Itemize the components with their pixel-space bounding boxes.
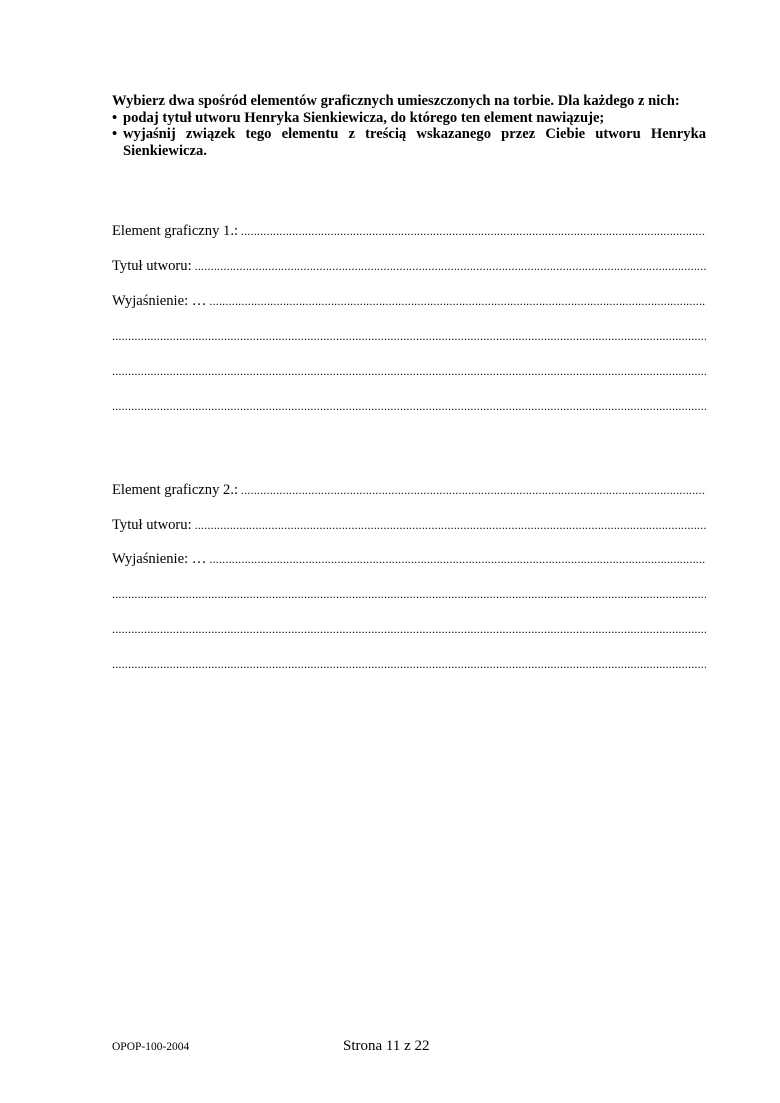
answer-dotted-line[interactable]	[241, 222, 706, 240]
explanation-2-line-2[interactable]	[112, 585, 706, 603]
task-bullet-text: podaj tytuł utworu Henryka Sienkiewicza, do którego ten element nawiązuje;	[123, 109, 605, 126]
exam-code: OPOP-100-2004	[112, 1041, 190, 1053]
answer-dotted-line[interactable]	[112, 397, 706, 415]
task-bullet-2	[112, 126, 706, 159]
element-1-label: Element graficzny 1.:	[112, 223, 239, 239]
answer-dotted-line[interactable]	[209, 292, 706, 310]
answer-dotted-line[interactable]	[241, 481, 706, 499]
answer-dotted-line[interactable]	[195, 257, 706, 275]
title-2-label: Tytuł utworu:	[112, 517, 192, 533]
explanation-1-line-4[interactable]	[112, 397, 706, 415]
element-2-label: Element graficzny 2.:	[112, 482, 239, 498]
title-2-field[interactable]	[112, 516, 706, 534]
answer-dotted-line[interactable]	[112, 620, 706, 638]
task-instructions	[112, 93, 706, 159]
explanation-1-label: Wyjaśnienie: …	[112, 293, 207, 309]
task-bullet-1	[112, 110, 706, 127]
answer-dotted-line[interactable]	[209, 550, 706, 568]
element-2-field[interactable]	[112, 481, 706, 499]
explanation-2-line-4[interactable]	[112, 655, 706, 673]
answer-dotted-line[interactable]	[195, 516, 706, 534]
explanation-2-field[interactable]	[112, 550, 706, 568]
task-intro: Wybierz dwa spośród elementów graficznych umieszczonych na torbie. Dla każdego z nich:	[112, 93, 680, 109]
title-1-label: Tytuł utworu:	[112, 258, 192, 274]
task-bullet-list	[112, 110, 706, 160]
explanation-2-label: Wyjaśnienie: …	[112, 551, 207, 567]
answer-dotted-line[interactable]	[112, 585, 706, 603]
title-1-field[interactable]	[112, 257, 706, 275]
element-1-field[interactable]	[112, 222, 706, 240]
explanation-1-line-3[interactable]	[112, 362, 706, 380]
explanation-1-field[interactable]	[112, 292, 706, 310]
task-bullet-text: wyjaśnij związek tego elementu z treścią wskazanego przez Ciebie utworu Henryka Sienkiewicza.	[123, 126, 706, 159]
answer-dotted-line[interactable]	[112, 362, 706, 380]
bullet-icon: •	[112, 126, 118, 143]
explanation-2-line-3[interactable]	[112, 620, 706, 638]
explanation-1-line-2[interactable]	[112, 327, 706, 345]
bullet-icon: •	[112, 109, 118, 126]
answer-dotted-line[interactable]	[112, 327, 706, 345]
page-number: Strona 11 z 22	[343, 1038, 430, 1054]
answer-dotted-line[interactable]	[112, 655, 706, 673]
